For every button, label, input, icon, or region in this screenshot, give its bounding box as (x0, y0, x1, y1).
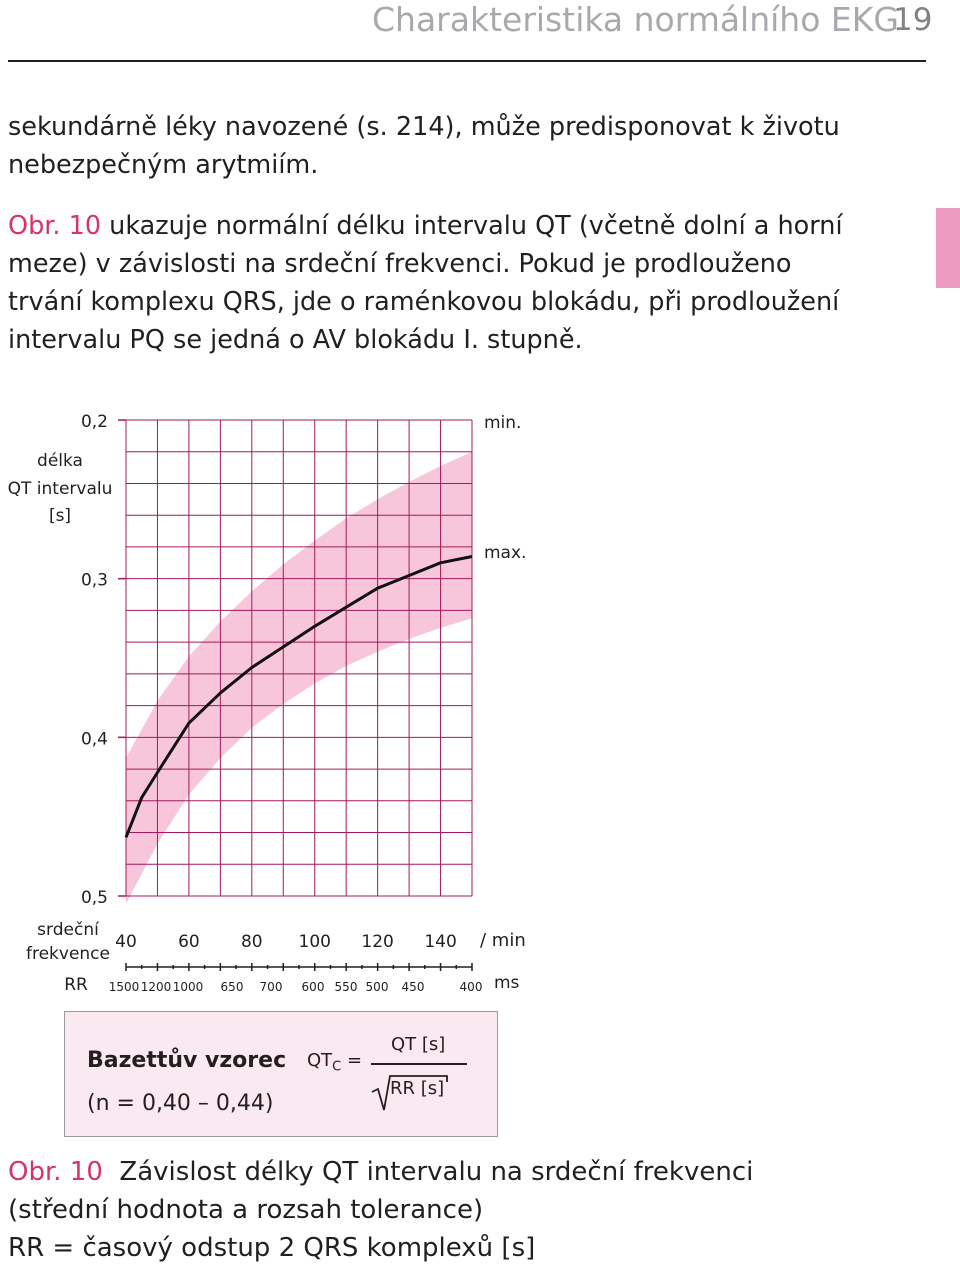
x-tick-label: 60 (178, 932, 200, 952)
caption-figure-ref: Obr. 10 (8, 1157, 103, 1187)
equals-sign: = (346, 1050, 363, 1071)
caption-title: Závislost délky QT intervalu na srdeční frekvenci (119, 1157, 754, 1187)
x-axis-title-line: srdeční (37, 920, 99, 940)
y-tick-label: 0,5 (80, 888, 108, 908)
body-line-4: meze) v závislosti na srdeční frekvenci. Pokud je prodlouženo (8, 249, 792, 279)
x-tick-label: 40 (115, 932, 137, 952)
caption-line-2: (střední hodnota a rozsah tolerance) (8, 1195, 484, 1225)
tolerance-band-layer (126, 452, 472, 904)
bazett-formula-box (64, 1011, 498, 1137)
rr-tick-label: 450 (401, 980, 425, 994)
body-line-5: trvání komplexu QRS, jde o raménkovou blokádu, při prodloužení (8, 287, 840, 317)
rr-tick-label: 1200 (140, 980, 172, 994)
rr-tick-label: 650 (220, 980, 244, 994)
tolerance-band (126, 452, 472, 904)
y-axis-title-line: QT intervalu (7, 479, 113, 499)
figure-reference: Obr. 10 (8, 211, 102, 241)
rr-tick-label: 600 (301, 980, 325, 994)
qtc-label (307, 1050, 362, 1075)
formula-denominator: RR [s] (390, 1078, 445, 1099)
x-tick-label: 140 (424, 932, 457, 952)
rr-tick-label: 700 (259, 980, 283, 994)
x-tick-label: 100 (298, 932, 331, 952)
x-axis-title-line: frekvence (25, 944, 111, 964)
page-header-title: Charakteristika normálního EKG (372, 0, 899, 39)
caption-line-1 (8, 1153, 753, 1191)
y-tick-label: 0,4 (80, 729, 108, 750)
formula-n-range: (n = 0,40 – 0,44) (87, 1091, 274, 1116)
body-line-3-text: ukazuje normální délku intervalu QT (včetně dolní a horní (101, 211, 843, 241)
formula-title: Bazettův vzorec (87, 1048, 287, 1073)
rr-tick-label: 1500 (108, 980, 140, 994)
formula-numerator: QT [s] (391, 1034, 446, 1055)
rr-tick-label: 400 (459, 980, 483, 994)
body-line-6: intervalu PQ se jedná o AV blokádu I. stupně. (8, 325, 583, 355)
caption-line-3: RR = časový odstup 2 QRS komplexů [s] (8, 1233, 536, 1263)
qtc-subscript: C (332, 1059, 342, 1075)
qtc-text: QT (307, 1050, 333, 1071)
rr-tick-label: 550 (334, 980, 358, 994)
fraction-line (371, 1063, 467, 1065)
x-axis-unit: / min (480, 930, 526, 951)
rr-tick-label: 1000 (172, 980, 204, 994)
y-axis-title-line: [s] (48, 506, 72, 526)
band-label-max: max. (484, 543, 527, 563)
body-line-2: nebezpečným arytmiím. (8, 150, 319, 180)
rr-label: RR (64, 975, 88, 995)
rr-tick-label: 500 (365, 980, 389, 994)
y-axis-title-line: délka (37, 451, 83, 471)
body-line-1: sekundárně léky navozené (s. 214), může predisponovat k životu (8, 112, 840, 142)
x-tick-label: 80 (240, 932, 263, 952)
rr-unit: ms (494, 973, 520, 993)
band-label-min: min. (484, 413, 522, 433)
page-number: 19 (893, 2, 933, 38)
y-tick-label: 0,3 (80, 570, 108, 591)
y-tick-label: 0,2 (80, 412, 108, 432)
x-tick-label: 120 (361, 932, 394, 952)
